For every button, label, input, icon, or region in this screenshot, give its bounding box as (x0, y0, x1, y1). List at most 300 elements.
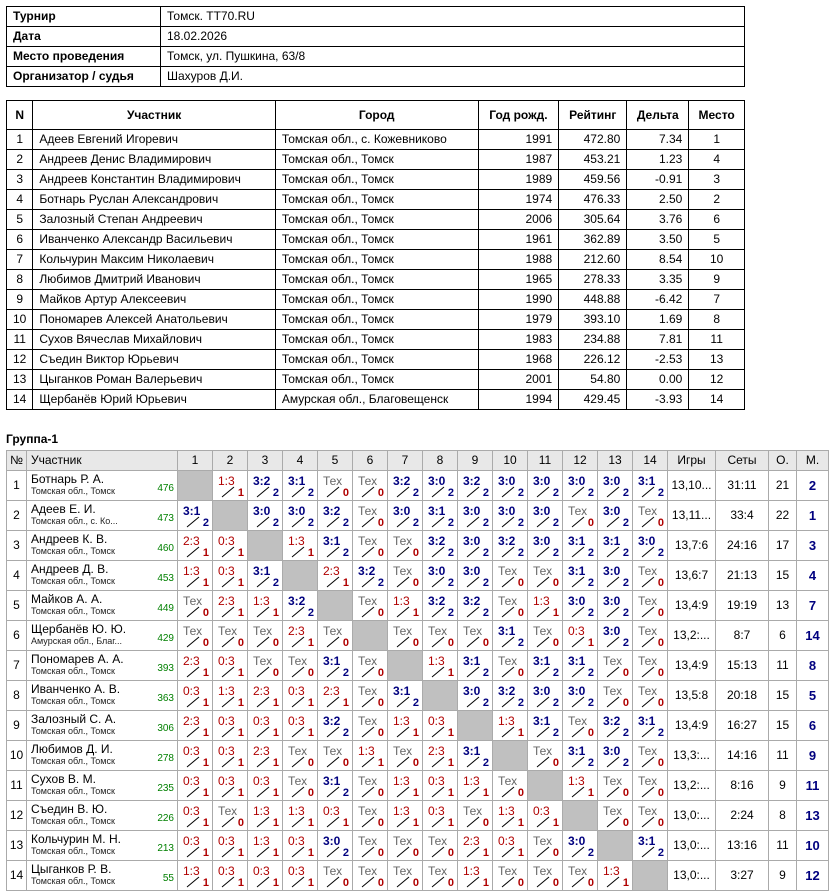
crosstable-row (7, 531, 829, 561)
result-score: Тех (393, 744, 413, 758)
crosstable-result-cell (318, 501, 353, 531)
result-slash (466, 576, 480, 588)
result-slash (256, 576, 270, 588)
crosstable-result-cell (318, 771, 353, 801)
crosstable-result-cell (423, 471, 458, 501)
result-slash (501, 546, 515, 558)
crosstable-points: 11 (769, 651, 797, 681)
crosstable-result-cell (563, 681, 598, 711)
result-points: 1 (272, 847, 279, 859)
crosstable-result-cell (213, 771, 248, 801)
result-slash (466, 816, 480, 828)
result-slash (501, 816, 515, 828)
crosstable-result-cell (633, 501, 668, 531)
crosstable-header-col: 7 (388, 451, 423, 471)
result-score: Тех (218, 624, 238, 638)
crosstable-result-cell (248, 741, 283, 771)
crosstable-player (27, 861, 178, 891)
crosstable-player-name: Любимов Д. И. (31, 742, 113, 756)
crosstable-place: 3 (797, 531, 829, 561)
result-slash (606, 606, 620, 618)
crosstable-player-city: Томская обл., Томск (31, 696, 115, 706)
crosstable-result-cell (528, 741, 563, 771)
participant-delta: -6.42 (627, 290, 689, 310)
result-slash (431, 606, 445, 618)
result-points: 0 (202, 607, 209, 619)
result-slash (501, 846, 515, 858)
result-points: 0 (342, 757, 349, 769)
result-points: 0 (272, 667, 279, 679)
result-score: 3:2 (603, 714, 621, 728)
crosstable-row (7, 831, 829, 861)
info-value: 18.02.2026 (161, 27, 745, 47)
participant-name: Любимов Дмитрий Иванович (33, 270, 275, 290)
participant-place: 10 (689, 250, 745, 270)
crosstable-result-cell (388, 561, 423, 591)
crosstable-result-cell (563, 471, 598, 501)
result-points: 0 (377, 727, 384, 739)
result-slash (326, 786, 340, 798)
result-score: 0:3 (568, 624, 585, 638)
crosstable-player-city: Томская обл., Томск (31, 666, 115, 676)
result-score: 0:3 (218, 774, 235, 788)
result-slash (396, 846, 410, 858)
result-score: 0:3 (253, 714, 270, 728)
crosstable-result-cell (388, 591, 423, 621)
result-points: 1 (517, 817, 524, 829)
result-score: 1:3 (393, 804, 410, 818)
crosstable-player (27, 831, 178, 861)
result-score: 0:3 (428, 774, 445, 788)
result-points: 1 (237, 847, 244, 859)
participant-delta: 8.54 (627, 250, 689, 270)
crosstable-result-cell (633, 471, 668, 501)
result-points: 0 (377, 667, 384, 679)
result-points: 1 (447, 667, 454, 679)
result-slash (256, 726, 270, 738)
result-score: 1:3 (463, 774, 480, 788)
result-score: 3:1 (638, 474, 656, 488)
result-score: 3:1 (323, 534, 341, 548)
crosstable-result-cell (213, 561, 248, 591)
result-slash (571, 876, 585, 888)
result-slash (501, 636, 515, 648)
crosstable-player-name: Иванченко А. В. (31, 682, 121, 696)
result-score: 3:0 (428, 564, 446, 578)
participant-rating: 459.56 (559, 170, 627, 190)
result-points: 2 (202, 517, 209, 529)
result-score: 3:2 (428, 594, 446, 608)
participant-name: Съедин Виктор Юрьевич (33, 350, 275, 370)
crosstable-sets: 15:13 (716, 651, 769, 681)
result-score: 0:3 (288, 864, 305, 878)
crosstable-row-no: 2 (7, 501, 27, 531)
crosstable-result-cell (353, 831, 388, 861)
result-points: 2 (342, 517, 349, 529)
crosstable-header-col: 8 (423, 451, 458, 471)
crosstable-result-cell (528, 861, 563, 891)
result-slash (221, 816, 235, 828)
crosstable-result-cell (423, 801, 458, 831)
result-score: 3:1 (568, 564, 586, 578)
crosstable-result-cell (598, 531, 633, 561)
crosstable-player-city: Амурская обл., Благ... (31, 636, 122, 646)
result-slash (536, 756, 550, 768)
result-slash (536, 576, 550, 588)
participant-place: 14 (689, 390, 745, 410)
result-points: 0 (447, 847, 454, 859)
crosstable-result-cell (423, 771, 458, 801)
result-score: Тех (498, 774, 518, 788)
result-points: 2 (622, 547, 629, 559)
result-slash (186, 516, 200, 528)
info-value: Шахуров Д.И. (161, 67, 745, 87)
crosstable-diagonal-cell (318, 591, 353, 621)
crosstable-result-cell (633, 681, 668, 711)
result-slash (186, 636, 200, 648)
participant-rating: 429.45 (559, 390, 627, 410)
result-slash (186, 786, 200, 798)
crosstable-player-name: Майков А. А. (31, 592, 103, 606)
result-score: 3:0 (323, 834, 341, 848)
crosstable-sets: 33:4 (716, 501, 769, 531)
result-points: 2 (517, 637, 524, 649)
result-score: 2:3 (323, 684, 340, 698)
crosstable-result-cell (248, 561, 283, 591)
result-points: 2 (412, 517, 419, 529)
crosstable-result-cell (598, 681, 633, 711)
result-slash (396, 696, 410, 708)
participant-name: Адеев Евгений Игоревич (33, 130, 275, 150)
result-points: 1 (622, 877, 629, 889)
crosstable-result-cell (633, 531, 668, 561)
crosstable-sets: 20:18 (716, 681, 769, 711)
crosstable-result-cell (493, 771, 528, 801)
participant-row (7, 330, 745, 350)
result-slash (361, 726, 375, 738)
crosstable-result-cell (458, 831, 493, 861)
result-points: 1 (237, 487, 244, 499)
result-slash (291, 546, 305, 558)
result-points: 1 (272, 787, 279, 799)
participant-delta: 2.50 (627, 190, 689, 210)
result-slash (431, 516, 445, 528)
crosstable-result-cell (353, 681, 388, 711)
result-points: 1 (447, 727, 454, 739)
result-score: 3:2 (498, 684, 516, 698)
result-slash (501, 666, 515, 678)
result-score: Тех (603, 654, 623, 668)
result-score: 3:1 (533, 714, 551, 728)
result-slash (186, 726, 200, 738)
result-score: 3:0 (498, 504, 516, 518)
result-points: 1 (307, 817, 314, 829)
result-points: 2 (342, 787, 349, 799)
result-points: 1 (587, 637, 594, 649)
crosstable-player-name: Андреев К. В. (31, 532, 108, 546)
crosstable-result-cell (318, 681, 353, 711)
result-slash (431, 576, 445, 588)
result-score: Тех (638, 594, 658, 608)
crosstable-header-col: 12 (563, 451, 598, 471)
participant-year: 1961 (478, 230, 559, 250)
result-points: 2 (552, 517, 559, 529)
result-slash (186, 696, 200, 708)
result-slash (221, 696, 235, 708)
result-slash (361, 486, 375, 498)
result-points: 0 (377, 817, 384, 829)
crosstable-result-cell (283, 711, 318, 741)
crosstable-player-city: Томская обл., с. Ко... (31, 516, 118, 526)
result-points: 0 (412, 547, 419, 559)
result-score: Тех (428, 834, 448, 848)
crosstable-result-cell (388, 741, 423, 771)
result-score: 3:1 (603, 534, 621, 548)
crosstable-place: 11 (797, 771, 829, 801)
tournament-info-body (7, 7, 745, 87)
result-score: 3:0 (463, 504, 481, 518)
participant-rating: 393.10 (559, 310, 627, 330)
crosstable-sets: 19:19 (716, 591, 769, 621)
result-slash (186, 846, 200, 858)
result-score: 3:0 (533, 684, 551, 698)
result-score: 3:1 (568, 744, 586, 758)
crosstable-result-cell (563, 711, 598, 741)
crosstable-diagonal-cell (528, 771, 563, 801)
result-score: Тех (358, 684, 378, 698)
result-slash (571, 726, 585, 738)
result-slash (536, 486, 550, 498)
crosstable-games: 13,4:9 (668, 591, 716, 621)
result-slash (571, 636, 585, 648)
crosstable-diagonal-cell (213, 501, 248, 531)
result-score: 3:0 (463, 684, 481, 698)
result-points: 2 (552, 697, 559, 709)
crosstable-points: 22 (769, 501, 797, 531)
participant-year: 1968 (478, 350, 559, 370)
result-points: 1 (552, 607, 559, 619)
info-key: Дата (7, 27, 161, 47)
result-score: 3:0 (603, 744, 621, 758)
result-slash (501, 726, 515, 738)
crosstable-result-cell (283, 471, 318, 501)
crosstable-result-cell (633, 621, 668, 651)
result-points: 0 (447, 637, 454, 649)
crosstable-header-col: 9 (458, 451, 493, 471)
result-slash (536, 516, 550, 528)
result-score: Тех (393, 624, 413, 638)
crosstable-player (27, 471, 178, 501)
result-score: 3:1 (638, 714, 656, 728)
result-points: 0 (307, 787, 314, 799)
result-points: 0 (517, 607, 524, 619)
result-points: 1 (202, 547, 209, 559)
crosstable-points: 9 (769, 771, 797, 801)
crosstable-row-no: 4 (7, 561, 27, 591)
result-slash (571, 576, 585, 588)
participants-header-cell: Участник (33, 101, 275, 130)
result-slash (256, 516, 270, 528)
crosstable-header-col: 13 (598, 451, 633, 471)
crosstable-result-cell (283, 771, 318, 801)
participants-header-cell: Дельта (627, 101, 689, 130)
participant-n: 14 (7, 390, 33, 410)
crosstable-result-cell (633, 831, 668, 861)
result-points: 1 (272, 877, 279, 889)
participant-year: 1979 (478, 310, 559, 330)
crosstable-row-no: 5 (7, 591, 27, 621)
crosstable-row-no: 10 (7, 741, 27, 771)
result-points: 2 (622, 637, 629, 649)
crosstable-player-rating: 473 (157, 513, 174, 524)
result-score: Тех (358, 474, 378, 488)
crosstable-diagonal-cell (283, 561, 318, 591)
result-slash (396, 636, 410, 648)
crosstable-row (7, 741, 829, 771)
result-slash (606, 666, 620, 678)
result-points: 2 (622, 607, 629, 619)
result-slash (466, 876, 480, 888)
result-slash (396, 726, 410, 738)
crosstable-place: 4 (797, 561, 829, 591)
result-score: 3:1 (463, 654, 481, 668)
result-points: 2 (552, 667, 559, 679)
result-points: 2 (587, 667, 594, 679)
result-points: 0 (412, 577, 419, 589)
participant-name: Кольчурин Максим Николаевич (33, 250, 275, 270)
crosstable-row-no: 1 (7, 471, 27, 501)
result-score: 1:3 (498, 714, 515, 728)
crosstable-result-cell (458, 621, 493, 651)
crosstable-result-cell (563, 741, 598, 771)
participant-n: 11 (7, 330, 33, 350)
participant-name: Иванченко Александр Васильевич (33, 230, 275, 250)
crosstable-result-cell (318, 651, 353, 681)
crosstable-player-city: Томская обл., Томск (31, 876, 115, 886)
crosstable-row-no: 6 (7, 621, 27, 651)
result-slash (291, 876, 305, 888)
result-points: 2 (657, 547, 664, 559)
participant-delta: 3.35 (627, 270, 689, 290)
crosstable-player (27, 591, 178, 621)
result-points: 2 (342, 727, 349, 739)
result-slash (396, 606, 410, 618)
result-score: 3:0 (498, 474, 516, 488)
crosstable-row (7, 591, 829, 621)
result-slash (256, 846, 270, 858)
crosstable-place: 1 (797, 501, 829, 531)
result-slash (641, 786, 655, 798)
participants-header-cell: Место (689, 101, 745, 130)
participant-row (7, 250, 745, 270)
result-slash (291, 666, 305, 678)
result-points: 2 (482, 517, 489, 529)
crosstable-result-cell (563, 591, 598, 621)
participant-place: 3 (689, 170, 745, 190)
result-points: 0 (202, 637, 209, 649)
participant-year: 1987 (478, 150, 559, 170)
result-score: 2:3 (428, 744, 445, 758)
result-score: 3:1 (288, 474, 306, 488)
crosstable-points: 21 (769, 471, 797, 501)
crosstable-player (27, 561, 178, 591)
crosstable-result-cell (423, 741, 458, 771)
result-slash (571, 756, 585, 768)
participant-year: 1965 (478, 270, 559, 290)
result-slash (606, 786, 620, 798)
crosstable-games: 13,4:9 (668, 651, 716, 681)
participant-place: 2 (689, 190, 745, 210)
result-score: 0:3 (253, 864, 270, 878)
crosstable-result-cell (388, 681, 423, 711)
crosstable-row-no: 8 (7, 681, 27, 711)
result-points: 1 (342, 817, 349, 829)
result-points: 2 (587, 547, 594, 559)
participant-name: Залозный Степан Андреевич (33, 210, 275, 230)
result-slash (221, 876, 235, 888)
result-score: Тех (183, 624, 203, 638)
result-score: 3:0 (568, 684, 586, 698)
result-slash (466, 756, 480, 768)
result-score: Тех (428, 864, 448, 878)
participant-n: 8 (7, 270, 33, 290)
participant-n: 2 (7, 150, 33, 170)
result-score: 2:3 (253, 744, 270, 758)
result-slash (606, 516, 620, 528)
result-score: 1:3 (393, 774, 410, 788)
result-score: Тех (638, 564, 658, 578)
result-slash (641, 546, 655, 558)
result-points: 1 (237, 667, 244, 679)
crosstable-result-cell (178, 741, 213, 771)
crosstable-header-no: № (7, 451, 27, 471)
result-score: 0:3 (218, 744, 235, 758)
result-slash (291, 696, 305, 708)
result-score: Тех (323, 474, 343, 488)
result-slash (221, 546, 235, 558)
participant-year: 1974 (478, 190, 559, 210)
crosstable-result-cell (353, 531, 388, 561)
participant-place: 9 (689, 270, 745, 290)
result-score: Тех (323, 624, 343, 638)
result-score: 3:1 (393, 684, 411, 698)
result-slash (396, 756, 410, 768)
crosstable-points: 8 (769, 801, 797, 831)
crosstable-result-cell (563, 531, 598, 561)
crosstable-player-rating: 476 (157, 483, 174, 494)
crosstable-result-cell (528, 621, 563, 651)
result-slash (186, 756, 200, 768)
crosstable-sets: 14:16 (716, 741, 769, 771)
participant-row (7, 290, 745, 310)
crosstable-place: 13 (797, 801, 829, 831)
result-score: Тех (603, 804, 623, 818)
crosstable-header-col: 1 (178, 451, 213, 471)
participant-name: Сухов Вячеслав Михайлович (33, 330, 275, 350)
result-score: 2:3 (183, 534, 200, 548)
result-slash (571, 606, 585, 618)
result-score: Тех (358, 804, 378, 818)
crosstable-place: 2 (797, 471, 829, 501)
crosstable-diagonal-cell (563, 801, 598, 831)
crosstable-result-cell (528, 471, 563, 501)
result-points: 1 (412, 787, 419, 799)
crosstable-place: 12 (797, 861, 829, 891)
crosstable-row-no: 13 (7, 831, 27, 861)
result-points: 2 (587, 487, 594, 499)
crosstable-player (27, 741, 178, 771)
crosstable (6, 450, 829, 891)
